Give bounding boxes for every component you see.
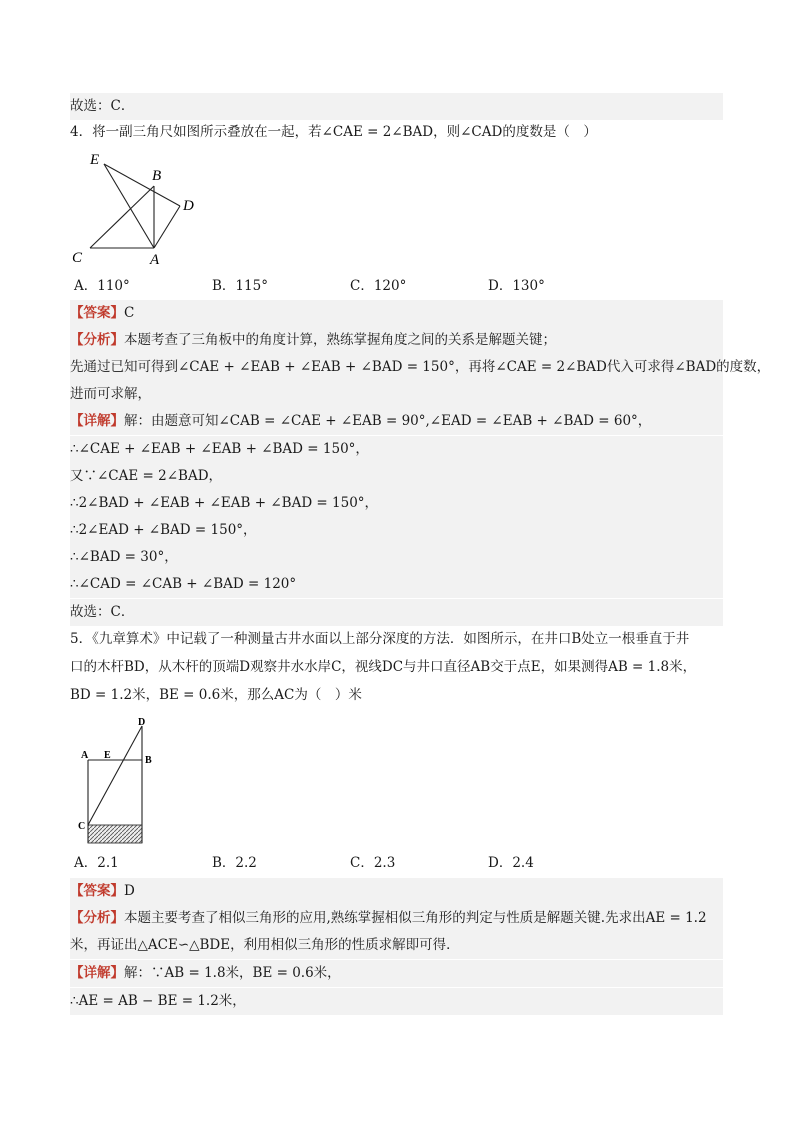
q5-detail-text-1: 解：∵AB = 1.8米，BE = 0.6米， <box>124 965 341 981</box>
q4-final-answer: 故选：C． <box>70 599 723 626</box>
q5-option-a: A．2.1 <box>74 855 119 871</box>
q4-analysis-text-1: 本题考查了三角板中的角度计算，熟练掌握角度之间的关系是解题关键； <box>124 332 556 348</box>
q5-well-figure <box>70 712 160 847</box>
q5-line-dc <box>88 726 142 825</box>
q5-analysis-line-2: 米，再证出△ACE∽△BDE，利用相似三角形的性质求解即可得． <box>70 932 723 959</box>
q4-step-6: ∴∠CAD = ∠CAB + ∠BAD = 120° <box>70 571 723 598</box>
q5-stem-1: 5．《九章算术》中记载了一种测量古井水面以上部分深度的方法．如图所示，在井口B处立一根垂直于井 <box>70 631 690 647</box>
q4-detail-tag: 【详解】 <box>70 413 124 429</box>
q5-option-b: B．2.2 <box>212 855 257 871</box>
q4-option-b: B．115° <box>212 278 268 294</box>
q4-stem: 4．将一副三角尺如图所示叠放在一起，若∠CAE = 2∠BAD，则∠CAD的度数是（ ） <box>70 124 597 140</box>
q4-line-ea <box>104 164 154 248</box>
q4-step-5: ∴∠BAD = 30°， <box>70 544 723 571</box>
q5-label-d: D <box>138 717 146 728</box>
q4-option-a: A．110° <box>74 278 130 294</box>
q5-stem-3: BD = 1.2米，BE = 0.6米，那么AC为（ ）米 <box>70 687 362 703</box>
q5-stem-2: 口的木杆BD，从木杆的顶端D观察井水水岸C，视线DC与井口直径AB交于点E，如果测得AB = 1.8米， <box>70 659 697 675</box>
q4-analysis-tag: 【分析】 <box>70 332 124 348</box>
q4-option-c: C．120° <box>350 278 407 294</box>
q4-line-ad <box>154 206 180 248</box>
q5-label-e: E <box>104 750 111 761</box>
q5-detail-line-2: ∴AE = AB − BE = 1.2米， <box>70 988 723 1015</box>
q4-options <box>74 274 674 298</box>
q4-step-3: ∴2∠BAD + ∠EAB + ∠EAB + ∠BAD = 150°， <box>70 490 723 517</box>
q4-step-4: ∴2∠EAD + ∠BAD = 150°， <box>70 517 723 544</box>
q4-label-c: C <box>72 250 83 266</box>
q4-analysis-line-1 <box>70 327 723 354</box>
q5-answer-tag: 【答案】 <box>70 883 124 899</box>
q4-answer-value: C <box>124 305 135 321</box>
q4-answer-tag: 【答案】 <box>70 305 124 321</box>
q5-option-d: D．2.4 <box>488 855 534 871</box>
q5-option-c: C．2.3 <box>350 855 396 871</box>
q4-detail-text-1: 解：由题意可知∠CAB = ∠CAE + ∠EAB = 90°,∠EAD = ∠EAB + ∠BAD = 60°， <box>124 413 652 429</box>
q4-step-2: 又∵∠CAE = 2∠BAD， <box>70 463 723 490</box>
q4-label-a: A <box>150 252 160 268</box>
q4-step-1: ∴∠CAE + ∠EAB + ∠EAB + ∠BAD = 150°， <box>70 436 723 463</box>
q5-detail-line-1 <box>70 960 723 987</box>
q5-answer <box>70 878 723 905</box>
q4-analysis-line-2: 先通过已知可得到∠CAE + ∠EAB + ∠EAB + ∠BAD = 150°，再将∠CAE = 2∠BAD代入可求得∠BAD的度数， <box>70 354 723 381</box>
q5-label-c: C <box>78 821 86 832</box>
q4-label-d: D <box>183 198 194 214</box>
q5-analysis-text-1: 本题主要考查了相似三角形的应用,熟练掌握相似三角形的判定与性质是解题关键.先求出AE = 1.2 <box>124 910 707 926</box>
q4-label-b: B <box>152 168 162 184</box>
q5-label-a: A <box>81 750 89 761</box>
q4-triangle-figure <box>70 148 210 270</box>
q5-detail-tag: 【详解】 <box>70 965 124 981</box>
q4-detail-line-1 <box>70 408 723 435</box>
q3-final-answer: 故选：C． <box>70 93 723 120</box>
q4-option-d: D．130° <box>488 278 545 294</box>
q5-analysis-line-1 <box>70 905 723 932</box>
q5-answer-value: D <box>124 883 135 899</box>
q5-label-b: B <box>145 755 152 766</box>
q4-answer <box>70 300 723 327</box>
q5-analysis-tag: 【分析】 <box>70 910 124 926</box>
q5-options <box>74 851 674 875</box>
q4-analysis-line-3: 进而可求解， <box>70 381 723 408</box>
q4-label-e: E <box>90 152 100 168</box>
q4-line-ed <box>104 164 180 206</box>
q5-water-hatch <box>88 825 142 843</box>
